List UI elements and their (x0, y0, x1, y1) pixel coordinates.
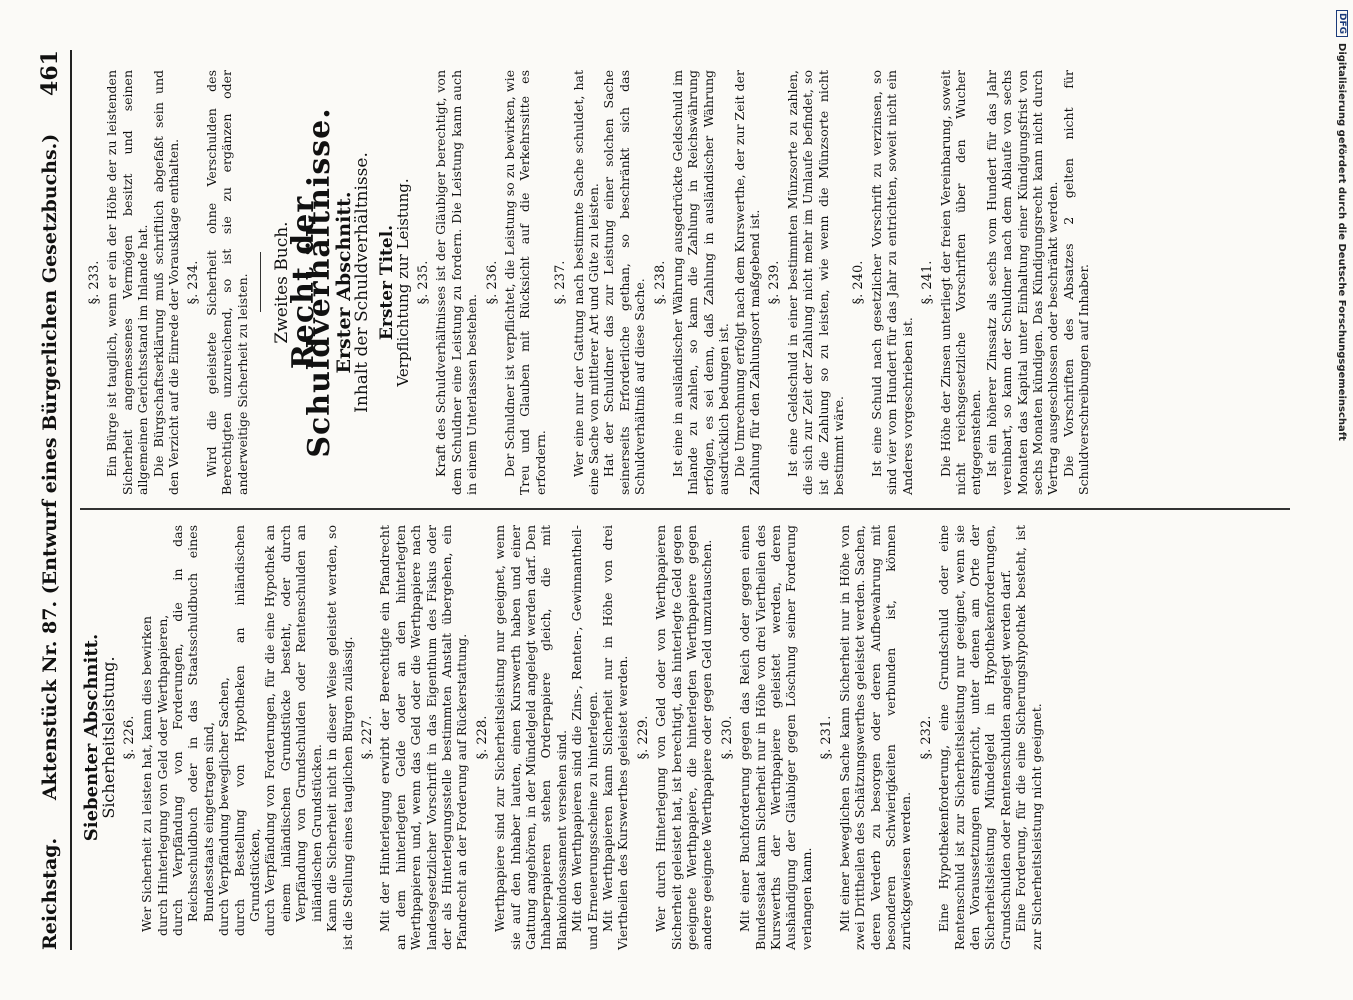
paragraph-heading: §. 231. (819, 715, 835, 760)
page-header (30, 50, 72, 950)
right-column (82, 70, 1092, 495)
paragraph-text: Die Bürgschaftserklärung muß schriftlich abgefaßt sein und den Verzicht auf die Einrede der Vorausklage enthalten. (150, 70, 182, 495)
paragraph-text: Die Höhe der Zinsen unterliegt der freien Vereinbarung, soweit nicht reichsgesetzliche Vorschriften über den Wucher entgegenstehen. (937, 70, 984, 495)
list-item: durch Bestellung von Hypotheken an inländischen Grundstücken, (231, 525, 263, 936)
paragraph-heading: §. 240. (851, 260, 867, 305)
paragraph-heading: §. 229. (635, 715, 651, 760)
paragraph-heading: §. 226. (121, 715, 137, 760)
header-left: Reichstag. (39, 837, 61, 950)
list-item: durch Hinterlegung von Geld oder Werthpapieren, (154, 614, 170, 936)
book-title: Recht der Schuldverhältnisse. (286, 107, 337, 458)
paragraph-text: Wer Sicherheit zu leisten hat, kann dies bewirken (139, 616, 155, 932)
digitization-credit (1332, 10, 1352, 990)
chapter-heading: Erster Abschnitt. (333, 191, 356, 374)
header-center: Aktenstück Nr. 87. (Entwurf eines Bürgerlichen Gesetzbuchs.) (39, 133, 61, 801)
column-divider (80, 509, 1290, 511)
paragraph-text: Mit den Werthpapieren sind die Zins-, Renten-, Gewinnantheil- und Erneuerungsscheine zu hinterlegen. (569, 525, 600, 950)
section-title: Siebenter Abschnitt. (81, 633, 102, 842)
paragraph-text: Kraft des Schuldverhältnisses ist der Gläubiger berechtigt, von dem Schuldner eine Leistung zu fordern. Die Leistung kann auch in einem Unterlassen bestehen. (433, 70, 480, 495)
list-item: durch Verpfändung beweglicher Sachen, (216, 677, 232, 936)
paragraph-heading: §. 236. (484, 260, 500, 305)
paragraph-heading: §. 235. (415, 260, 431, 305)
page-number: 461 (37, 50, 63, 96)
rotated-page-content (30, 50, 1300, 950)
paragraph-text: Mit der Hinterlegung erwirbt der Berechtigte ein Pfandrecht an dem hinterlegten Gelde oder an den hinterlegten Werthpapieren und, wenn das Geld oder die Werthpapiere nach landesgesetzlicher Vorschrift in das Eigenthum des Fiskus oder der als Hinterlegungsstelle bestimmten Anstalt übergehen, ein Pfandrecht an der Forderung auf Rückerstattung. (377, 525, 470, 950)
paragraph-text: Eine Hypothekenforderung, eine Grundschuld oder eine Rentenschuld ist zur Sicherheitsleistung nur geeignet, wenn sie den Voraussetzungen entspricht, unter denen am Orte der Sicherheitsleistung Mündelgeld in Hypothekenforderungen, Grundschulden oder Rentenschulden angelegt werden darf. (936, 525, 1013, 950)
paragraph-text: Ein Bürge ist tauglich, wenn er ein der Höhe der zu leistenden Sicherheit angemessenes Vermögen besitzt und seinen allgemeinen Gerichtsstand im Inlande hat. (104, 70, 151, 495)
paragraph-text: Ist ein höherer Zinssatz als sechs vom Hundert für das Jahr vereinbart, so kann der Schuldner nach dem Ablaufe von sechs Monaten das Kapital unter Einhaltung einer Kündigungsfrist von sechs Monaten kündigen. Das Kündigungsrecht kann nicht durch Vertrag ausgeschlossen oder beschränkt werden. (983, 70, 1061, 495)
paragraph-text: Die Vorschriften des Absatzes 2 gelten nicht für Schuldverschreibungen auf Inhaber. (1060, 70, 1092, 495)
paragraph-text: Wer durch Hinterlegung von Geld oder von Werthpapieren Sicherheit geleistet hat, ist berechtigt, das hinterlegte Geld gegen geeignete Werthpapiere, die hinterlegten Werthpapiere gegen andere geeignete Werthpapiere oder gegen Geld umzutauschen. (653, 525, 715, 950)
paragraph-text: Eine Forderung, für die eine Sicherungshypothek besteht, ist zur Sicherheitsleistung nicht geeignet. (1013, 525, 1044, 950)
book-heading: Zweites Buch. (272, 221, 293, 344)
list-item: durch Verpfändung von Forderungen, für die eine Hypothek an einem inländischen Grundstücke besteht, oder durch Verpfändung von Grundschulden oder Rentenschulden an inländischen Grundstücken. (262, 525, 324, 936)
paragraph-text: Der Schuldner ist verpflichtet, die Leistung so zu bewirken, wie Treu und Glauben mit Rücksicht auf die Verkehrssitte es erfordern. (501, 70, 548, 495)
paragraph-text: Mit Werthpapieren kann Sicherheit nur in Höhe von drei Viertheilen des Kurswerthes geleistet werden. (600, 525, 631, 950)
section-subtitle: Sicherheitsleistung. (99, 656, 119, 819)
paragraph-text: Werthpapiere sind zur Sicherheitsleistung nur geeignet, wenn sie auf den Inhaber lauten, einen Kurswerth haben und einer Gattung angehören, in der Mündelgeld angelegt werden darf. Den Inhaberpapieren stehen Orderpapiere gleich, die mit Blankoindossament versehen sind. (492, 525, 569, 950)
paragraph-heading: §. 227. (359, 715, 375, 760)
paragraph-text: Kann die Sicherheit nicht in dieser Weise geleistet werden, so ist die Stellung eines tauglichen Bürgen zulässig. (324, 525, 355, 950)
credit-text: Digitalisierung gefördert durch die Deutsche Forschungsgemeinschaft (1336, 43, 1348, 441)
paragraph-text: Wer eine nur der Gattung nach bestimmte Sache schuldet, hat eine Sache von mittlerer Art und Güte zu leisten. (570, 70, 601, 495)
list-item: durch Verpfändung von Forderungen, die in das Reichsschuldbuch oder in das Staatsschuldbuch eines Bundesstaats eingetragen sind, (170, 525, 216, 936)
paragraph-text: Mit einer Buchforderung gegen das Reich oder gegen einen Bundesstaat kann Sicherheit nur in Höhe von drei Viertheilen des Kurswerths der Werthpapiere geleistet werden, deren Aushändigung der Gläubiger gegen Löschung seiner Forderung verlangen kann. (737, 525, 814, 950)
paragraph-text: Ist eine Schuld nach gesetzlicher Vorschrift zu verzinsen, so sind vier vom Hundert für das Jahr zu entrichten, soweit nicht ein Anderes vorgeschrieben ist. (868, 70, 915, 495)
paragraph-heading: §. 234. (186, 260, 202, 305)
paragraph-heading: §. 239. (767, 260, 783, 305)
paragraph-text: Wird die geleistete Sicherheit ohne Verschulden des Berechtigten unzureichend, so ist sie zu ergänzen oder anderweitige Sicherheit zu leisten. (203, 70, 250, 495)
title-subtitle: Verpflichtung zur Leistung. (393, 178, 412, 387)
paragraph-text: Ist eine in ausländischer Währung ausgedrückte Geldschuld im Inlande zu zahlen, so kann die Zahlung in Reichswährung erfolgen, es sei denn, daß Zahlung in ausländischer Währung ausdrücklich bedungen ist. (670, 70, 732, 495)
paragraph-text: Ist eine Geldschuld in einer bestimmten Münzsorte zu zahlen, die sich zur Zeit der Zahlung nicht mehr im Umlaufe befindet, so ist die Zahlung so zu leisten, wie wenn die Münzsorte nicht bestimmt wäre. (784, 70, 847, 495)
paragraph-heading: §. 233. (87, 260, 102, 305)
dfg-logo: DFG (1336, 10, 1348, 37)
paragraph-heading: §. 237. (553, 260, 569, 305)
title-heading: Erster Titel. (377, 224, 398, 341)
paragraph-text: Mit einer beweglichen Sache kann Sicherheit nur in Höhe von zwei Drittheilen des Schätzungswerthes geleistet werden. Sachen, deren Verderb zu besorgen oder deren Aufbewahrung mit besonderen Schwierigkeiten verbunden ist, können zurückgewiesen werden. (836, 525, 914, 950)
paragraph-text: Die Umrechnung erfolgt nach dem Kurswerthe, der zur Zeit der Zahlung für den Zahlungsort maßgebend ist. (731, 70, 763, 495)
paragraph-heading: §. 241. (920, 260, 936, 305)
paragraph-text: Hat der Schuldner das zur Leistung einer solchen Sache seinerseits Erforderliche gethan, so beschränkt sich das Schuldverhältniß auf diese Sache. (601, 70, 648, 495)
paragraph-heading: §. 238. (652, 260, 668, 305)
left-column (82, 525, 1044, 950)
separator-rule (260, 253, 261, 313)
paragraph-heading: §. 232. (918, 715, 934, 760)
chapter-subtitle: Inhalt der Schuldverhältnisse. (351, 152, 372, 413)
paragraph-heading: §. 228. (474, 715, 490, 760)
paragraph-heading: §. 230. (719, 715, 735, 760)
